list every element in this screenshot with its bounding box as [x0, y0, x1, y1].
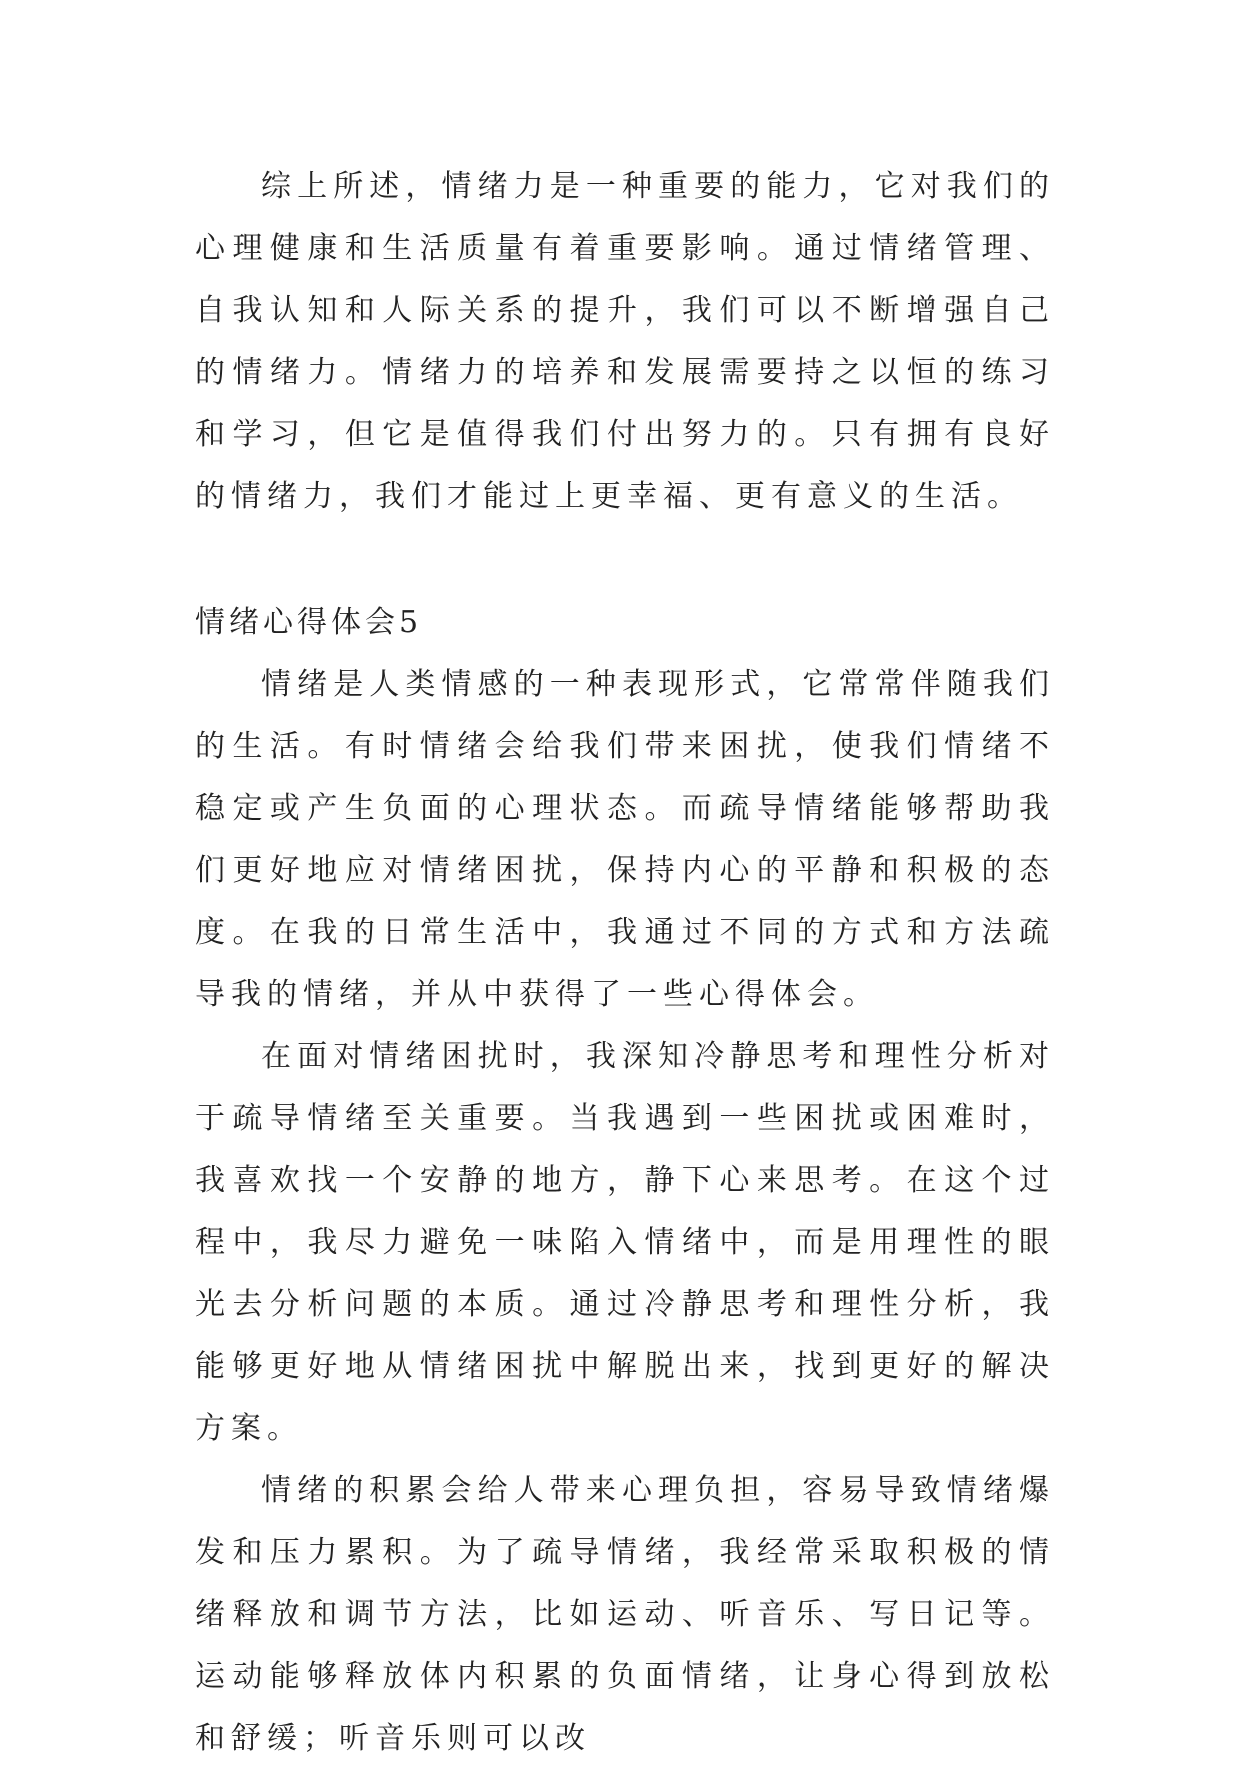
section-heading: 情绪心得体会5 [195, 605, 423, 640]
document-body [195, 156, 1055, 1770]
paragraph-intro: 情绪是人类情感的一种表现形式，它常常伴随我们的生活。有时情绪会给我们带来困扰，使我们情绪不稳定或产生负面的心理状态。而疏导情绪能够帮助我们更好地应对情绪困扰，保持内心的平静和积极的态度。在我的日常生活中，我通过不同的方式和方法疏导我的情绪，并从中获得了一些心得体会。 [195, 667, 1055, 1012]
paragraph-emotion-release: 情绪的积累会给人带来心理负担，容易导致情绪爆发和压力累积。为了疏导情绪，我经常采取积极的情绪释放和调节方法，比如运动、听音乐、写日记等。运动能够释放体内积累的负面情绪，让身心得到放松和舒缓；听音乐则可以改 [195, 1473, 1055, 1756]
section-spacer [195, 528, 1055, 592]
paragraph-calm-thinking: 在面对情绪困扰时，我深知冷静思考和理性分析对于疏导情绪至关重要。当我遇到一些困扰或困难时，我喜欢找一个安静的地方，静下心来思考。在这个过程中，我尽力避免一味陷入情绪中，而是用理性的眼光去分析问题的本质。通过冷静思考和理性分析，我能够更好地从情绪困扰中解脱出来，找到更好的解决方案。 [195, 1039, 1055, 1446]
paragraph-conclusion: 综上所述，情绪力是一种重要的能力，它对我们的心理健康和生活质量有着重要影响。通过情绪管理、自我认知和人际关系的提升，我们可以不断增强自己的情绪力。情绪力的培养和发展需要持之以恒的练习和学习，但它是值得我们付出努力的。只有拥有良好的情绪力，我们才能过上更幸福、更有意义的生活。 [195, 169, 1055, 514]
